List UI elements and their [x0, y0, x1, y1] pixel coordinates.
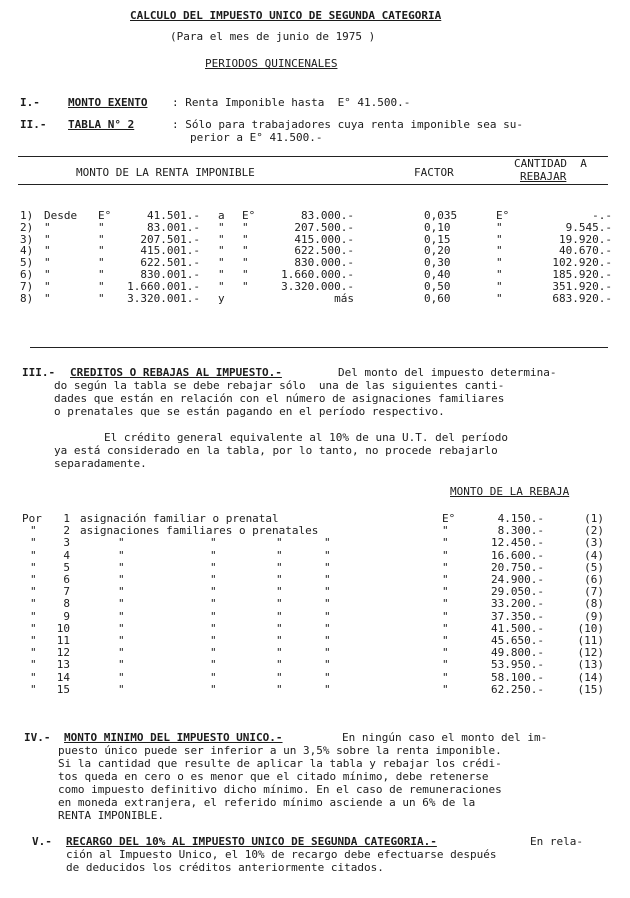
- table-2-cell-index: (14): [577, 670, 604, 684]
- table-2-cell-count: 1: [63, 512, 70, 525]
- table-1-cell-desde: ": [44, 220, 51, 234]
- table-1-cell-rebaja: 102.920.-: [552, 256, 612, 270]
- table-2-cell-amount: 49.800.-: [491, 646, 544, 660]
- table-2-cell-count: 2: [63, 524, 70, 538]
- table-2-ditto-mark: ": [324, 573, 331, 586]
- table-2-ditto-mark: ": [276, 646, 283, 660]
- section-2-line-2: perior a E° 41.500.-: [190, 131, 323, 144]
- table-1-cell-factor: 0,20: [424, 244, 451, 258]
- table-1-cell-e3: ": [496, 244, 503, 258]
- table-2-ditto-mark: ": [30, 670, 37, 684]
- table-1-cell-to: 83.000.-: [301, 209, 354, 222]
- table-2-cell-amount: 58.100.-: [491, 670, 544, 684]
- table-2-ditto-mark: ": [30, 560, 37, 574]
- table-1-cell-e2: ": [242, 256, 249, 270]
- table-2-ditto-mark: ": [210, 548, 217, 562]
- table-2-ditto-mark: ": [276, 682, 283, 696]
- table-2-cell-amount: 53.950.-: [491, 658, 544, 672]
- table-1-cell-a: y: [218, 291, 225, 305]
- section-4-heading: MONTO MINIMO DEL IMPUESTO UNICO.-: [64, 731, 283, 744]
- section-4-number: IV.-: [24, 731, 51, 744]
- table-2-cell-count: 11: [56, 634, 70, 647]
- table-2-ditto-mark: ": [276, 560, 283, 574]
- table-1-cell-factor: 0,10: [424, 220, 451, 234]
- table-1-cell-from: 83.001.-: [147, 220, 200, 234]
- table-2-cell-count: 15: [56, 682, 70, 696]
- table-1-cell-desde: ": [44, 256, 51, 270]
- table-2-ditto-mark: ": [210, 634, 217, 647]
- table-1-cell-to: más: [334, 291, 354, 305]
- table-1-cell-factor: 0,60: [424, 291, 451, 305]
- table-2-ditto-mark: ": [118, 621, 125, 635]
- section-3-number: III.-: [22, 366, 56, 379]
- table-1-cell-to: 830.000.-: [294, 256, 354, 270]
- table-2-por-label: Por: [22, 512, 42, 525]
- table-1-header-factor: FACTOR: [414, 166, 454, 179]
- table-2-ditto-mark: ": [324, 646, 331, 660]
- table-1-cell-from: 1.660.001.-: [127, 279, 200, 293]
- table-2-cell-currency: ": [442, 597, 449, 611]
- section-3-line-4: o prenatales que se están pagando en el período respectivo.: [54, 405, 445, 418]
- table-1-cell-rebaja: 40.670.-: [559, 244, 612, 258]
- section-2-line-1: : Sólo para trabajadores cuya renta imponible sea su-: [172, 118, 523, 131]
- section-4-line-7: RENTA IMPONIBLE.: [58, 809, 164, 822]
- table-2-cell-index: (3): [584, 536, 604, 550]
- table-1-cell-e1: ": [98, 256, 105, 270]
- table-2-ditto-mark: ": [324, 585, 331, 599]
- document-title: CALCULO DEL IMPUESTO UNICO DE SEGUNDA CATEGORIA: [130, 9, 442, 22]
- table-2-ditto-mark: ": [210, 597, 217, 611]
- table-2-cell-currency: ": [442, 585, 449, 599]
- table-2-ditto-mark: ": [118, 634, 125, 647]
- table-2-ditto-mark: ": [118, 548, 125, 562]
- table-1-cell-from: 207.501.-: [140, 232, 200, 246]
- section-3-line-1: Del monto del impuesto determina-: [338, 366, 557, 379]
- table-2-ditto-mark: ": [118, 646, 125, 660]
- section-4-line-6: en moneda extranjera, el referido mínimo asciende a un 6% de la: [58, 796, 476, 809]
- section-3-para-2-line-1: El crédito general equivalente al 10% de una U.T. del período: [104, 431, 508, 444]
- table-1-header-cantidad: CANTIDAD A: [514, 157, 587, 170]
- table-2-cell-currency: ": [442, 658, 449, 672]
- table-1-cell-e3: ": [496, 268, 503, 281]
- table-1-cell-e2: ": [242, 232, 249, 246]
- table-2-ditto-mark: ": [118, 658, 125, 672]
- section-2-heading: TABLA N° 2: [68, 118, 135, 131]
- table-1-header-rebajar: REBAJAR: [520, 170, 567, 183]
- section-4-line-4: tos queda en cero o es menor que el citado mínimo, debe retenerse: [58, 770, 489, 783]
- table-2-row-text: asignación familiar o prenatal: [80, 512, 279, 525]
- table-2-ditto-mark: ": [324, 609, 331, 623]
- table-2-cell-index: (13): [577, 658, 604, 672]
- table-1-cell-to: 415.000.-: [294, 232, 354, 246]
- table-2-cell-amount: 29.050.-: [491, 585, 544, 599]
- table-2-cell-currency: ": [442, 646, 449, 660]
- table-1-cell-to: 207.500.-: [294, 220, 354, 234]
- table-2-ditto-mark: ": [324, 682, 331, 696]
- table-2-cell-index: (6): [584, 573, 604, 586]
- table-1-cell-to: 1.660.000.-: [281, 268, 354, 281]
- table-2-cell-currency: ": [442, 536, 449, 550]
- table-1-cell-n: 5): [20, 256, 34, 270]
- table-2-ditto-mark: ": [30, 634, 37, 647]
- table-1-cell-desde: ": [44, 291, 51, 305]
- table-2-cell-count: 10: [56, 621, 70, 635]
- table-1-cell-factor: 0,15: [424, 232, 451, 246]
- table-1-cell-rebaja: 19.920.-: [559, 232, 612, 246]
- table-1-cell-n: 8): [20, 291, 34, 305]
- table-2-cell-index: (5): [584, 560, 604, 574]
- table-2-ditto-mark: ": [276, 658, 283, 672]
- table-2-ditto-mark: ": [276, 621, 283, 635]
- table-1-cell-desde: ": [44, 244, 51, 258]
- table-2-ditto-mark: ": [276, 573, 283, 586]
- table-2-ditto-mark: ": [210, 609, 217, 623]
- table-2-ditto-mark: ": [30, 585, 37, 599]
- table-2-ditto-mark: ": [118, 597, 125, 611]
- table-1-cell-e1: ": [98, 244, 105, 258]
- table-1-cell-e3: ": [496, 220, 503, 234]
- table-1-cell-from: 41.501.-: [147, 209, 200, 222]
- table-2-ditto-mark: ": [30, 621, 37, 635]
- table-2-ditto-mark: ": [276, 536, 283, 550]
- table-2-ditto-mark: ": [210, 585, 217, 599]
- table-1-cell-e3: ": [496, 256, 503, 270]
- table-1-cell-rebaja: 683.920.-: [552, 291, 612, 305]
- table-2-cell-index: (12): [577, 646, 604, 660]
- table-2-ditto-mark: ": [30, 548, 37, 562]
- table-2-ditto-mark: ": [210, 682, 217, 696]
- table-1-cell-factor: 0,40: [424, 268, 451, 281]
- table-1-cell-from: 415.001.-: [140, 244, 200, 258]
- section-4-line-5: como impuesto definitivo dicho mínimo. En el caso de remuneraciones: [58, 783, 502, 796]
- section-3-para-2-line-3: separadamente.: [54, 457, 147, 470]
- section-4-line-1: En ningún caso el monto del im-: [342, 731, 548, 744]
- table-2-cell-count: 13: [56, 658, 70, 672]
- table-2-ditto-mark: ": [276, 609, 283, 623]
- table-2-ditto-mark: ": [276, 585, 283, 599]
- table-2-cell-index: (2): [584, 524, 604, 538]
- section-1-text: : Renta Imponible hasta E° 41.500.-: [172, 96, 411, 109]
- table-2-cell-currency: ": [442, 682, 449, 696]
- table-1-cell-n: 2): [20, 220, 34, 234]
- table-2-cell-amount: 16.600.-: [491, 548, 544, 562]
- table-2-cell-index: (10): [577, 621, 604, 635]
- table-2-cell-amount: 8.300.-: [497, 524, 544, 538]
- table-2-ditto-mark: ": [118, 670, 125, 684]
- table-2-cell-index: (9): [584, 609, 604, 623]
- section-5-heading: RECARGO DEL 10% AL IMPUESTO UNICO DE SEGUNDA CATEGORIA.-: [66, 835, 437, 848]
- table-1-header-monto: MONTO DE LA RENTA IMPONIBLE: [76, 166, 255, 179]
- table-1-cell-rebaja: 185.920.-: [552, 268, 612, 281]
- table-1-cell-from: 830.001.-: [140, 268, 200, 281]
- table-1-cell-e2: ": [242, 244, 249, 258]
- table-2-cell-index: (4): [584, 548, 604, 562]
- table-1-cell-e3: E°: [496, 209, 510, 222]
- table-2-header: MONTO DE LA REBAJA: [450, 485, 570, 498]
- table-2-ditto-mark: ": [276, 597, 283, 611]
- table-2-cell-currency: ": [442, 670, 449, 684]
- table-2-ditto-mark: ": [276, 670, 283, 684]
- table-2-cell-index: (15): [577, 682, 604, 696]
- table-2-cell-currency: ": [442, 621, 449, 635]
- section-1-number: I.-: [20, 96, 40, 109]
- table-1-cell-n: 4): [20, 244, 34, 258]
- table-2-cell-count: 6: [63, 573, 70, 586]
- table-2-cell-count: 7: [63, 585, 70, 599]
- table-2-ditto-mark: ": [118, 536, 125, 550]
- section-1-heading: MONTO EXENTO: [68, 96, 148, 109]
- section-3-heading: CREDITOS O REBAJAS AL IMPUESTO.-: [70, 366, 282, 379]
- table-2-cell-amount: 62.250.-: [491, 682, 544, 696]
- table-1-cell-a: ": [218, 220, 225, 234]
- periods-label: PERIODOS QUINCENALES: [205, 57, 338, 70]
- table-2-cell-index: (7): [584, 585, 604, 599]
- table-2-ditto-mark: ": [30, 609, 37, 623]
- table-2-cell-currency: ": [442, 524, 449, 538]
- section-3-para-2-line-2: ya está considerado en la tabla, por lo tanto, no procede rebajarlo: [54, 444, 498, 457]
- section-4-line-3: Si la cantidad que resulte de aplicar la tabla y rebajar los crédi-: [58, 757, 502, 770]
- table-2-ditto-mark: ": [324, 658, 331, 672]
- table-2-cell-amount: 45.650.-: [491, 634, 544, 647]
- section-2-number: II.-: [20, 118, 47, 131]
- section-5-line-2: ción al Impuesto Unico, el 10% de recargo debe efectuarse después: [66, 848, 497, 861]
- table-2-cell-currency: ": [442, 634, 449, 647]
- table-1-cell-from: 622.501.-: [140, 256, 200, 270]
- table-1-cell-e1: ": [98, 232, 105, 246]
- table-2-cell-index: (1): [584, 512, 604, 525]
- table-1-cell-e2: ": [242, 279, 249, 293]
- table-2-ditto-mark: ": [118, 682, 125, 696]
- document-subtitle: (Para el mes de junio de 1975 ): [170, 30, 376, 43]
- table-2-ditto-mark: ": [210, 536, 217, 550]
- table-1-cell-desde: ": [44, 232, 51, 246]
- table-1-cell-desde: ": [44, 268, 51, 281]
- table-2-ditto-mark: ": [210, 621, 217, 635]
- table-1-cell-factor: 0,035: [424, 209, 458, 222]
- table-1-cell-a: ": [218, 268, 225, 281]
- table-1-cell-to: 622.500.-: [294, 244, 354, 258]
- table-1-cell-a: ": [218, 232, 225, 246]
- table-1-cell-rebaja: 9.545.-: [565, 220, 612, 234]
- table-2-cell-index: (8): [584, 597, 604, 611]
- table-2-cell-count: 9: [63, 609, 70, 623]
- table-1-cell-e1: E°: [98, 209, 112, 222]
- table-2-cell-count: 3: [63, 536, 70, 550]
- table-1-cell-n: 7): [20, 279, 34, 293]
- table-2-cell-amount: 20.750.-: [491, 560, 544, 574]
- table-1-cell-e2: ": [242, 220, 249, 234]
- table-2-cell-amount: 24.900.-: [491, 573, 544, 586]
- table-2-ditto-mark: ": [210, 658, 217, 672]
- table-1-cell-factor: 0,50: [424, 279, 451, 293]
- table-2-ditto-mark: ": [276, 634, 283, 647]
- table-2-ditto-mark: ": [324, 548, 331, 562]
- table-2-ditto-mark: ": [210, 670, 217, 684]
- table-2-ditto-mark: ": [30, 646, 37, 660]
- table-2-ditto-mark: ": [324, 670, 331, 684]
- table-1-cell-n: 3): [20, 232, 34, 246]
- table-2-ditto-mark: ": [210, 646, 217, 660]
- table-2-cell-amount: 41.500.-: [491, 621, 544, 635]
- table-1-cell-e3: ": [496, 291, 503, 305]
- table-2-ditto-mark: ": [324, 597, 331, 611]
- table-2-cell-currency: ": [442, 560, 449, 574]
- table-1-cell-e2: ": [242, 268, 249, 281]
- section-5-line-1: En rela-: [530, 835, 583, 848]
- table-2-ditto-mark: ": [324, 560, 331, 574]
- table-1-cell-a: ": [218, 256, 225, 270]
- table-2-cell-count: 5: [63, 560, 70, 574]
- table-2-ditto-mark: ": [30, 524, 37, 538]
- table-2-cell-count: 8: [63, 597, 70, 611]
- table-1-cell-a: ": [218, 244, 225, 258]
- table-2-cell-count: 4: [63, 548, 70, 562]
- table-1-header-rule: [18, 184, 608, 185]
- table-2-cell-amount: 4.150.-: [497, 512, 544, 525]
- table-2-ditto-mark: ": [210, 573, 217, 586]
- table-2-ditto-mark: ": [30, 536, 37, 550]
- table-2-cell-amount: 12.450.-: [491, 536, 544, 550]
- table-2-ditto-mark: ": [30, 682, 37, 696]
- table-1-cell-n: 6): [20, 268, 34, 281]
- table-2-ditto-mark: ": [324, 536, 331, 550]
- table-2-cell-count: 14: [56, 670, 70, 684]
- table-2-cell-amount: 33.200.-: [491, 597, 544, 611]
- table-1-cell-to: 3.320.000.-: [281, 279, 354, 293]
- table-1-cell-e1: ": [98, 220, 105, 234]
- table-2-ditto-mark: ": [118, 560, 125, 574]
- table-1-cell-a: a: [218, 209, 225, 222]
- section-5-line-3: de deducidos los créditos anteriormente citados.: [66, 861, 384, 874]
- table-1-cell-e3: ": [496, 279, 503, 293]
- table-2-ditto-mark: ": [324, 634, 331, 647]
- table-2-cell-count: 12: [56, 646, 70, 660]
- table-2-ditto-mark: ": [118, 573, 125, 586]
- section-3-line-3: dades que están en relación con el número de asignaciones familiares: [54, 392, 505, 405]
- table-1-cell-a: ": [218, 279, 225, 293]
- table-1-cell-e1: ": [98, 268, 105, 281]
- table-2-ditto-mark: ": [118, 585, 125, 599]
- section-4-line-2: puesto único puede ser inferior a un 3,5% sobre la renta imponible.: [58, 744, 502, 757]
- table-2-row-text: asignaciones familiares o prenatales: [80, 524, 319, 538]
- table-1-cell-factor: 0,30: [424, 256, 451, 270]
- table-2-ditto-mark: ": [30, 597, 37, 611]
- table-1-cell-desde: Desde: [44, 209, 78, 222]
- table-1-cell-rebaja: 351.920.-: [552, 279, 612, 293]
- table-2-ditto-mark: ": [276, 548, 283, 562]
- table-2-cell-index: (11): [577, 634, 604, 647]
- section-separator: [30, 347, 608, 348]
- table-1-cell-e1: ": [98, 291, 105, 305]
- table-2-cell-currency: ": [442, 573, 449, 586]
- table-2-ditto-mark: ": [30, 658, 37, 672]
- table-2-ditto-mark: ": [118, 609, 125, 623]
- table-2-cell-currency: ": [442, 548, 449, 562]
- table-2-ditto-mark: ": [324, 621, 331, 635]
- table-2-ditto-mark: ": [30, 573, 37, 586]
- table-1-cell-from: 3.320.001.-: [127, 291, 200, 305]
- table-1-cell-e1: ": [98, 279, 105, 293]
- table-1-cell-n: 1): [20, 209, 34, 222]
- table-1-cell-e2: E°: [242, 209, 256, 222]
- table-1-cell-e3: ": [496, 232, 503, 246]
- table-1-cell-rebaja: -.-: [592, 209, 612, 222]
- table-2-ditto-mark: ": [210, 560, 217, 574]
- table-2-cell-currency: E°: [442, 512, 456, 525]
- table-2-cell-amount: 37.350.-: [491, 609, 544, 623]
- table-2-cell-currency: ": [442, 609, 449, 623]
- table-1-cell-desde: ": [44, 279, 51, 293]
- section-3-line-2: do según la tabla se debe rebajar sólo una de las siguientes canti-: [54, 379, 505, 392]
- section-5-number: V.-: [32, 835, 52, 848]
